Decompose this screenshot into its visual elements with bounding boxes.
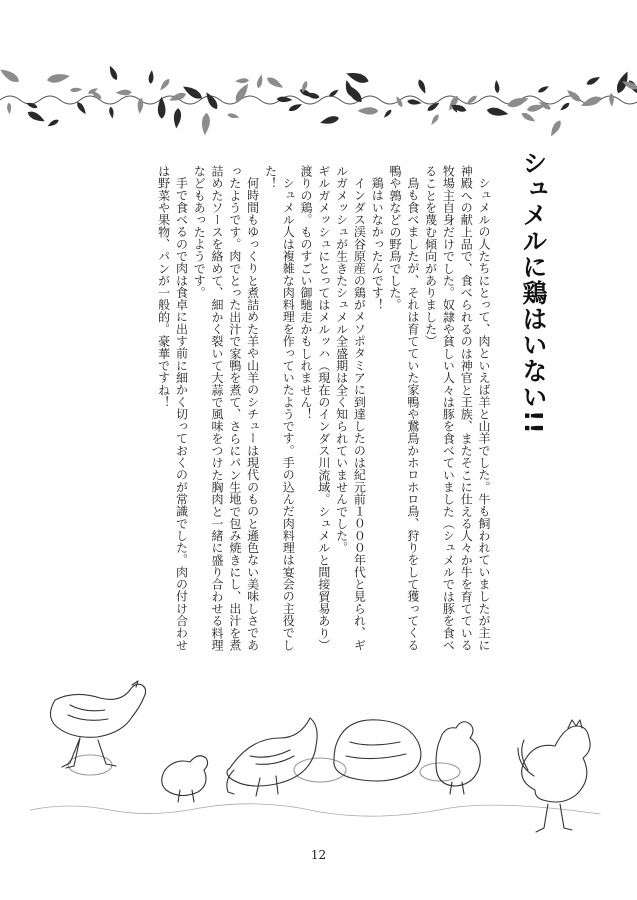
vine-leaf: [494, 80, 500, 94]
vine-leaf: [426, 101, 441, 113]
paragraph-meat-dishes: シュメル人は複雑な肉料理を作っていたようです。手の込んだ肉料理は宴会の主役でした！: [263, 165, 296, 651]
vine-leaf: [585, 75, 601, 87]
vine-leaf: [46, 72, 70, 84]
chicken-resting: [334, 720, 421, 781]
vine-leaf: [288, 102, 304, 113]
vine-leaf: [227, 112, 240, 119]
vine-leaf: [345, 69, 370, 85]
vine-leaf: [158, 77, 171, 92]
vine-leaf: [173, 108, 182, 129]
chicken-rooster: [518, 720, 590, 832]
vine-leaf: [486, 106, 509, 118]
vine-leaf: [559, 101, 571, 112]
vine-leaf: [265, 75, 284, 90]
vine-leaf: [256, 74, 264, 89]
vine-leaf: [203, 91, 219, 111]
page-number: 12: [310, 848, 327, 862]
paragraph-no-chicken: 鶏はいなかったんです！: [370, 177, 385, 311]
vine-leaf: [107, 65, 119, 82]
leaf-vine-border: [0, 58, 637, 138]
vine-leaf: [277, 96, 293, 102]
vine-leaf: [609, 93, 614, 107]
vine-leaf: [47, 118, 60, 128]
paragraph-eating-by-hand: 手で食べるので肉は食卓に出す前に細かく切っておくのが常識でした。肉の付け合わせは野菜や果物、パンが一般的。豪華ですね！: [156, 165, 189, 651]
vine-leaf: [0, 66, 21, 84]
chicken-small: [162, 756, 208, 802]
vine-leaf: [537, 84, 550, 94]
vine-leaf: [158, 97, 166, 119]
vine-leaf: [137, 98, 144, 115]
vine-leaf: [383, 108, 393, 118]
vine-leaf: [235, 78, 249, 84]
chicken-illustration: [20, 660, 620, 860]
paragraph-gilgamesh: ギルガメッシュにとってはメルッハ（現在のインダス川流域。シュメルと間接貿易あり）渡りの鶏。ものすごい御馳走かもしれません！: [299, 165, 331, 651]
vine-leaf: [548, 119, 563, 138]
vine-leaf: [319, 115, 340, 127]
vine-leaf: [233, 82, 251, 104]
vine-leaf: [108, 106, 114, 118]
vine-leaf: [70, 87, 83, 92]
paragraph-stew: 何時間もゆっくりと煮詰めた羊や山羊のシチューは現代のものと遜色ない美味しさであったようです。肉でとった出汁で家鴨を煮て、さらにパン生地で包み焼きにし、出汁を煮詰めたソースを絡めて、細かく裂いて大蒜で風味をつけた胸肉と一緒に盛り合わせる料理などもあったようです。: [192, 165, 260, 651]
vine-leaf: [181, 83, 204, 101]
vine-leaf: [116, 89, 132, 95]
vine-leaf: [430, 113, 441, 126]
vine-leaf: [417, 78, 428, 94]
vine-leaf: [201, 113, 211, 136]
vine-leaf: [395, 95, 404, 108]
vine-leaf: [148, 70, 154, 84]
chicken-pecking: [227, 718, 317, 796]
vine-leaf: [75, 101, 88, 116]
vine-leaf: [168, 91, 187, 104]
vine-leaf: [520, 111, 536, 124]
chicken-walking: [50, 681, 145, 768]
vine-leaf: [26, 109, 46, 124]
article-body: [74, 165, 492, 660]
chicken-standing: [436, 722, 480, 794]
vine-leaf: [357, 107, 378, 115]
article-title: シュメルに鶏はいない!!: [519, 150, 548, 435]
paragraph-intro: シュメルの人たちにとって、肉といえば羊と山羊でした。牛も飼われていましたが主に神殿への献上品で、食べられるのは神官と王族、またそこに仕える人々か牛を育てている牧場主自身だけでした。奴隷や貧しい人々は豚を食べていました（シュメルでは豚を食べることを蔑む傾向がありました）: [423, 165, 491, 651]
paragraph-indus-origin: インダス渓谷原産の鶏がメソポタミアに到達したのは紀元前１０００年代と見られ、ギルガメッシュが生きたシュメル全盛期は全く知られていませんでした。: [334, 165, 367, 651]
vine-leaf: [565, 88, 582, 104]
paragraph-birds: 鳥も食べましたが、それは育てていた家鴨や鵞鳥かホロホロ鳥、狩りをして獲ってくる鴨や鶉などの野鳥でした。: [388, 165, 420, 651]
vine-leaf: [7, 103, 12, 115]
